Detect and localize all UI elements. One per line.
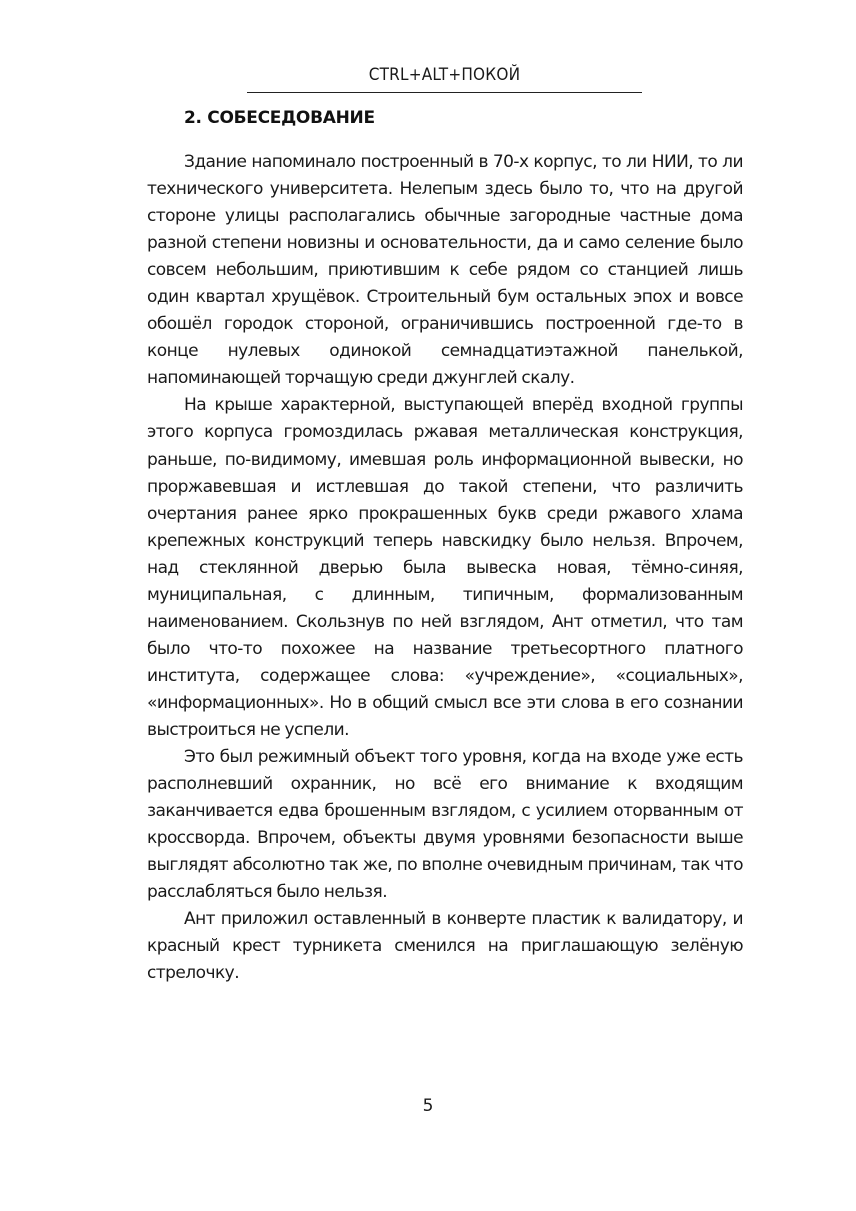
body-text [147,149,743,987]
running-header: CTRL+ALT+ПОКОЙ [247,62,642,93]
paragraph-1: Здание напоминало построенный в 70-х корпус, то ли НИИ, то ли технического университета. Нелепым здесь было то, что на другой стороне улицы располагались обычные загородные частные дома разной степени новизны и основательности, да и само селение было совсем небольшим, приютившим к себе рядом со станцией лишь один квартал хрущёвок. Строительный бум остальных эпох и вовсе обошёл городок стороной, ограничившись построенной где-то в конце нулевых одинокой семнадцатиэтажной панелькой, напоминающей торчащую среди джунглей скалу. [147,152,743,389]
paragraph-4: Ант приложил оставленный в конверте пластик к валидатору, и красный крест турникета сменился на приглашающую зелёную стрелочку. [147,909,743,984]
paragraph-2: На крыше характерной, выступающей вперёд входной группы этого корпуса громоздилась ржавая металлическая конструкция, раньше, по-видимому, имевшая роль информационной вывески, но проржавевшая и истлевшая до такой степени, что различить очертания ранее ярко прокрашенных букв среди ржавого хлама крепежных конструкций теперь навскидку было нельзя. Впрочем, над стеклянной дверью была вывеска новая, тёмно-синяя, муниципальная, с длинным, типичным, формализованным наименованием. Скользнув по ней взглядом, Ант отметил, что там было что-то похожее на название третьесортного платного института, содержащее слова: «учреждение», «социальных», «информационных». Но в общий смысл все эти слова в его сознании выстроиться не успели. [147,395,743,740]
paragraph-3: Это был режимный объект того уровня, когда на входе уже есть располневший охранник, но всё его внимание к входящим заканчивается едва брошенным взглядом, с усилием оторванным от кроссворда. Впрочем, объекты двумя уровнями безопасности выше выглядят абсолютно так же, по вполне очевидным причинам, так что расслабляться было нельзя. [147,747,743,903]
page-number: 5 [422,1096,434,1116]
chapter-title: 2. СОБЕСЕДОВАНИЕ [184,108,375,128]
